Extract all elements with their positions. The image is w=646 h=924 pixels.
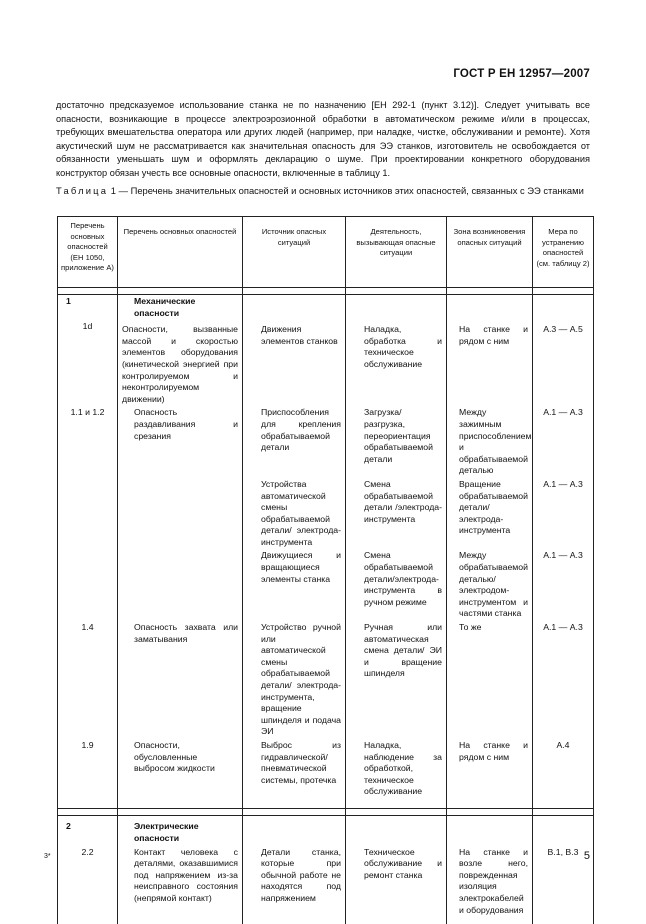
- row-measure: А.1 — А.3: [533, 549, 594, 621]
- row-ref: 1.1 и 1.2: [58, 406, 118, 478]
- row-activity: Наладка, наблюдение за обработкой, техническое обслуживание: [346, 739, 447, 809]
- row-measure: В.1, В.3: [533, 846, 594, 924]
- table-row: [58, 846, 594, 924]
- table-row: [58, 739, 594, 809]
- row-activity: Ручная или автоматическая смена детали/ ЭИ и вращение шпинделя: [346, 621, 447, 739]
- row-hazard: Опасность раздавливания и срезания: [118, 406, 243, 478]
- row-source: Устройства автоматической смены обрабатываемой детали/ электрода-инструмента: [243, 478, 346, 550]
- row-zone: На станке и возле него, поврежденная изоляция электрокабелей и оборудования: [447, 846, 533, 924]
- table-caption: [56, 185, 596, 197]
- row-ref: 1.9: [58, 739, 118, 809]
- row-ref: 1d: [58, 320, 118, 406]
- intro-paragraph: достаточно предсказуемое использование станка не по назначению [ЕН 292-1 (пункт 3.12)]. Следует учитывать все опасности, возникающие в процессе электроэрозионной обработки в автоматическом режиме и/или в процессах, требующих вмешательства оператора или других людей (например, при наладке, чистке, обслуживании и ремонте). Хотя акустический шум не рассматривается как значительная опасность для ЭЭ станков, изготовитель не освобождается от обязанности уменьшать шум и оформлять декларацию о шуме. При проектировании конкретного оборудования конструктор обязан учесть все основные опасности, включенные в таблицу 1.: [56, 100, 590, 178]
- document-code: ГОСТ Р ЕН 12957—2007: [453, 68, 590, 80]
- row-zone: Между обрабатываемой деталью/электродом-инструментом и частями станка: [447, 549, 533, 621]
- row-measure: А.4: [533, 739, 594, 809]
- table-row: [58, 406, 594, 478]
- section-number: 2: [58, 816, 118, 846]
- page-number: 5: [583, 850, 590, 862]
- row-measure: А.1 — А.3: [533, 478, 594, 550]
- row-zone: Вращение обрабатываемой детали/ электрода-инструмента: [447, 478, 533, 550]
- col-header-activity: Деятельность, вызывающая опасные ситуации: [346, 217, 447, 288]
- table-header-row: [58, 217, 594, 288]
- intro-text: [56, 99, 590, 181]
- row-activity: Смена обрабатываемой детали /электрода-инструмента: [346, 478, 447, 550]
- row-source: Движения элементов станков: [243, 320, 346, 406]
- row-zone: То же: [447, 621, 533, 739]
- row-source: Устройство ручной или автоматической смены обрабатываемой детали/ электрода-инструмента, вращение шпинделя и подача ЭИ: [243, 621, 346, 739]
- row-source: Выброс из гидравлической/пневматической системы, протечка: [243, 739, 346, 809]
- table-row: [58, 320, 594, 406]
- col-header-hazard: Перечень основных опасностей: [118, 217, 243, 288]
- row-zone: Между зажимным приспособлением и обрабатываемой деталью: [447, 406, 533, 478]
- row-measure: А.3 — А.5: [533, 320, 594, 406]
- row-source: Движущиеся и вращающиеся элементы станка: [243, 549, 346, 621]
- section-row: [58, 295, 594, 321]
- table-row: [58, 621, 594, 739]
- row-source: Приспособления для крепления обрабатываемой детали: [243, 406, 346, 478]
- row-hazard: [118, 478, 243, 550]
- col-header-source: Источник опасных ситуаций: [243, 217, 346, 288]
- row-zone: На станке и рядом с ним: [447, 739, 533, 809]
- table-row: [58, 549, 594, 621]
- row-hazard: Опасность захвата или заматывания: [118, 621, 243, 739]
- row-activity: Наладка, обработка и техническое обслуживание: [346, 320, 447, 406]
- row-hazard: Опасности, вызванные массой и скоростью элементов оборудования (кинетической энергией при контролируемом и неконтролируемом движении): [118, 320, 243, 406]
- row-zone: На станке и рядом с ним: [447, 320, 533, 406]
- footnote-mark: 3*: [44, 853, 51, 860]
- section-number: 1: [58, 295, 118, 321]
- row-activity: Техническое обслуживание и ремонт станка: [346, 846, 447, 924]
- hazards-table: [57, 216, 594, 924]
- section-title: Электрические опасности: [118, 816, 243, 846]
- section-row: [58, 816, 594, 846]
- table-row: [58, 478, 594, 550]
- row-hazard: Контакт человека с деталями, оказавшимися под напряжением из-за неисправного состояния (непрямой контакт): [118, 846, 243, 924]
- row-activity: Смена обрабатываемой детали/электрода-инструмента в ручном режиме: [346, 549, 447, 621]
- row-ref: [58, 478, 118, 550]
- row-ref: 2.2: [58, 846, 118, 924]
- col-header-zone: Зона возникновения опасных ситуаций: [447, 217, 533, 288]
- row-source: Детали станка, которые при обычной работе не находятся под напряжением: [243, 846, 346, 924]
- table-caption-text: 1 — Перечень значительных опасностей и основных источников этих опасностей, связанных с ЭЭ станками: [108, 185, 584, 196]
- row-activity: Загрузка/разгрузка, переориентация обрабатываемой детали: [346, 406, 447, 478]
- row-measure: А.1 — А.3: [533, 406, 594, 478]
- row-hazard: [118, 549, 243, 621]
- row-ref: [58, 549, 118, 621]
- col-header-measure: Мера по устранению опасностей (см. таблицу 2): [533, 217, 594, 288]
- table-caption-label: Таблица: [56, 185, 109, 196]
- row-ref: 1.4: [58, 621, 118, 739]
- section-title: Механические опасности: [118, 295, 243, 321]
- row-measure: А.1 — А.3: [533, 621, 594, 739]
- col-header-ref: Перечень основных опасностей (ЕН 1050, приложение А): [58, 217, 118, 288]
- row-hazard: Опасности, обусловленные выбросом жидкости: [118, 739, 243, 809]
